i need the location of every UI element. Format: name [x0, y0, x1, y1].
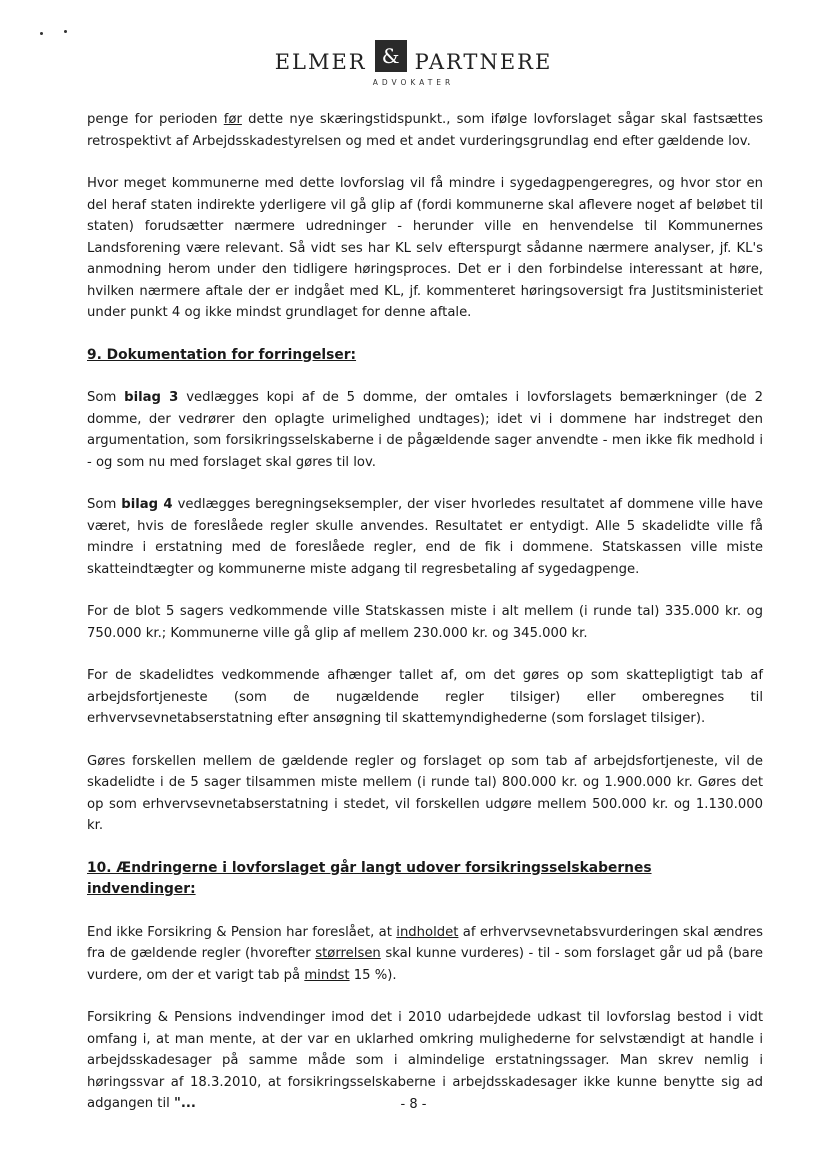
paragraph: For de blot 5 sagers vedkommende ville Statskassen miste i alt mellem (i runde tal) 335.000 kr. og 750.000 kr.; Kommunerne ville gå glip af mellem 230.000 kr. og 345.000 kr. [87, 604, 763, 641]
text: af erhvervsevnetabsvurderingen skal ændres fra de gældende regler (hvorefter [87, 924, 763, 961]
text: Som [87, 497, 122, 512]
bold-text: bilag 3 [124, 390, 179, 405]
text: skal kunne vurderes) - til - som forslaget går ud på (bare vurdere, om der et varigt tab på [87, 946, 763, 983]
bold-text: bilag 4 [121, 497, 173, 512]
letterhead-left: ELMER [274, 50, 367, 74]
paragraph: Gøres forskellen mellem de gældende regler og forslaget op som tab af arbejdsfortjeneste, vil de skadelidte i de 5 sager tilsammen miste mellem (i runde tal) 800.000 kr. og 1.900.000 kr. Gøres det op som erhvervsevnetabserstatning i stedet, vil forskellen udgøre mellem 500.000 kr. og 1.130.000 kr. [87, 753, 763, 833]
paragraph: Hvor meget kommunerne med dette lovforslag vil få mindre i sygedagpengeregres, og hvor stor en del heraf staten indirekte yderligere vil gå glip af (fordi kommunerne skal aflevere noget af beløbet til staten) forudsætter nærmere udredninger - herunder ville en henvendelse til Kommunernes Landsforening være relevant. Så vidt ses har KL selv efterspurgt sådanne nærmere analyser, jf. KL's anmodning herom under den tidligere høringsproces. Det er i den forbindelse interessant at høre, hvilken nærmere aftale der er indgået med KL, jf. kommenteret høringsoversigt fra Justitsministeriet under punkt 4 og ikke mindst grundlaget for denne aftale. [87, 176, 763, 320]
ampersand-logo: & [375, 40, 407, 72]
section-heading-10: 10. Ændringerne i lovforslaget går langt udover forsikringsselskabernes indvendinger: [87, 859, 652, 897]
letterhead [0, 44, 827, 87]
underlined-text: før [223, 112, 242, 127]
bold-text: "... [174, 1096, 196, 1111]
scan-dot [40, 32, 43, 35]
text: Som [87, 390, 125, 405]
underlined-text: indholdet [396, 924, 459, 940]
document-body [87, 109, 763, 1136]
text: Forsikring & Pensions indvendinger imod det i 2010 udarbejdede udkast til lovforslag bestod i vidt omfang i, at man mente, at der var en uklarhed omkring mulighederne for selvstændigt at handle i arbejdsskadesager på samme måde som i almindelige erstatningssager. Man skrev nemlig i høringssvar af 18.3.2010, at forsikringsselskaberne i arbejdsskadesager ikke kunne benytte sig ad adgangen til [87, 1010, 763, 1111]
text: dette nye skæringstidspunkt., som ifølge lovforslaget sågar skal fastsættes retrospektivt af Arbejdsskadestyrelsen og med et andet vurderingsgrundlag end efter gældende lov. [87, 112, 763, 149]
underlined-text: mindst [304, 967, 350, 983]
letterhead-subtitle: ADVOKATER [372, 78, 455, 87]
paragraph [87, 922, 763, 987]
page-number: - 8 - [400, 1097, 427, 1112]
paragraph [87, 387, 763, 473]
paragraph [87, 494, 763, 580]
section-heading-9: 9. Dokumentation for forringelser: [87, 346, 357, 363]
text: 15 %). [349, 967, 397, 983]
text: vedlægges kopi af de 5 domme, der omtales i lovforslagets bemærkninger (de 2 domme, der vedrører den oplagte urimelighed undtages); idet vi i dommene har indstreget den argumentation, som forsikringsselskaberne i de pågældende sager anvendte - men ikke fik medhold i - og som nu med forslaget skal gøres til lov. [87, 390, 763, 470]
text: End ikke Forsikring & Pension har foreslået, at [87, 924, 397, 940]
paragraph [87, 109, 763, 152]
scan-dot [64, 30, 67, 33]
underlined-text: størrelsen [315, 946, 381, 961]
paragraph: For de skadelidtes vedkommende afhænger tallet af, om det gøres op som skattepligtigt tab af arbejdsfortjeneste (som de nugældende regler tilsiger) eller omberegnes til erhvervsevnetabserstatning efter ansøgning til skattemyndighederne (som forslaget tilsiger). [87, 668, 763, 726]
letterhead-right: PARTNERE [414, 50, 553, 74]
text: penge for perioden [87, 112, 224, 127]
text: vedlægges beregningseksempler, der viser hvorledes resultatet af dommene ville have været, hvis de foreslåede regler skulle anvendes. Resultatet er entydigt. Alle 5 skadelidte ville få mindre i erstatning med de foreslåede regler, end de fik i dommene. Statskassen ville miste skatteindtægter og kommunerne miste adgang til regresbetaling af sygedagpenge. [87, 497, 763, 577]
